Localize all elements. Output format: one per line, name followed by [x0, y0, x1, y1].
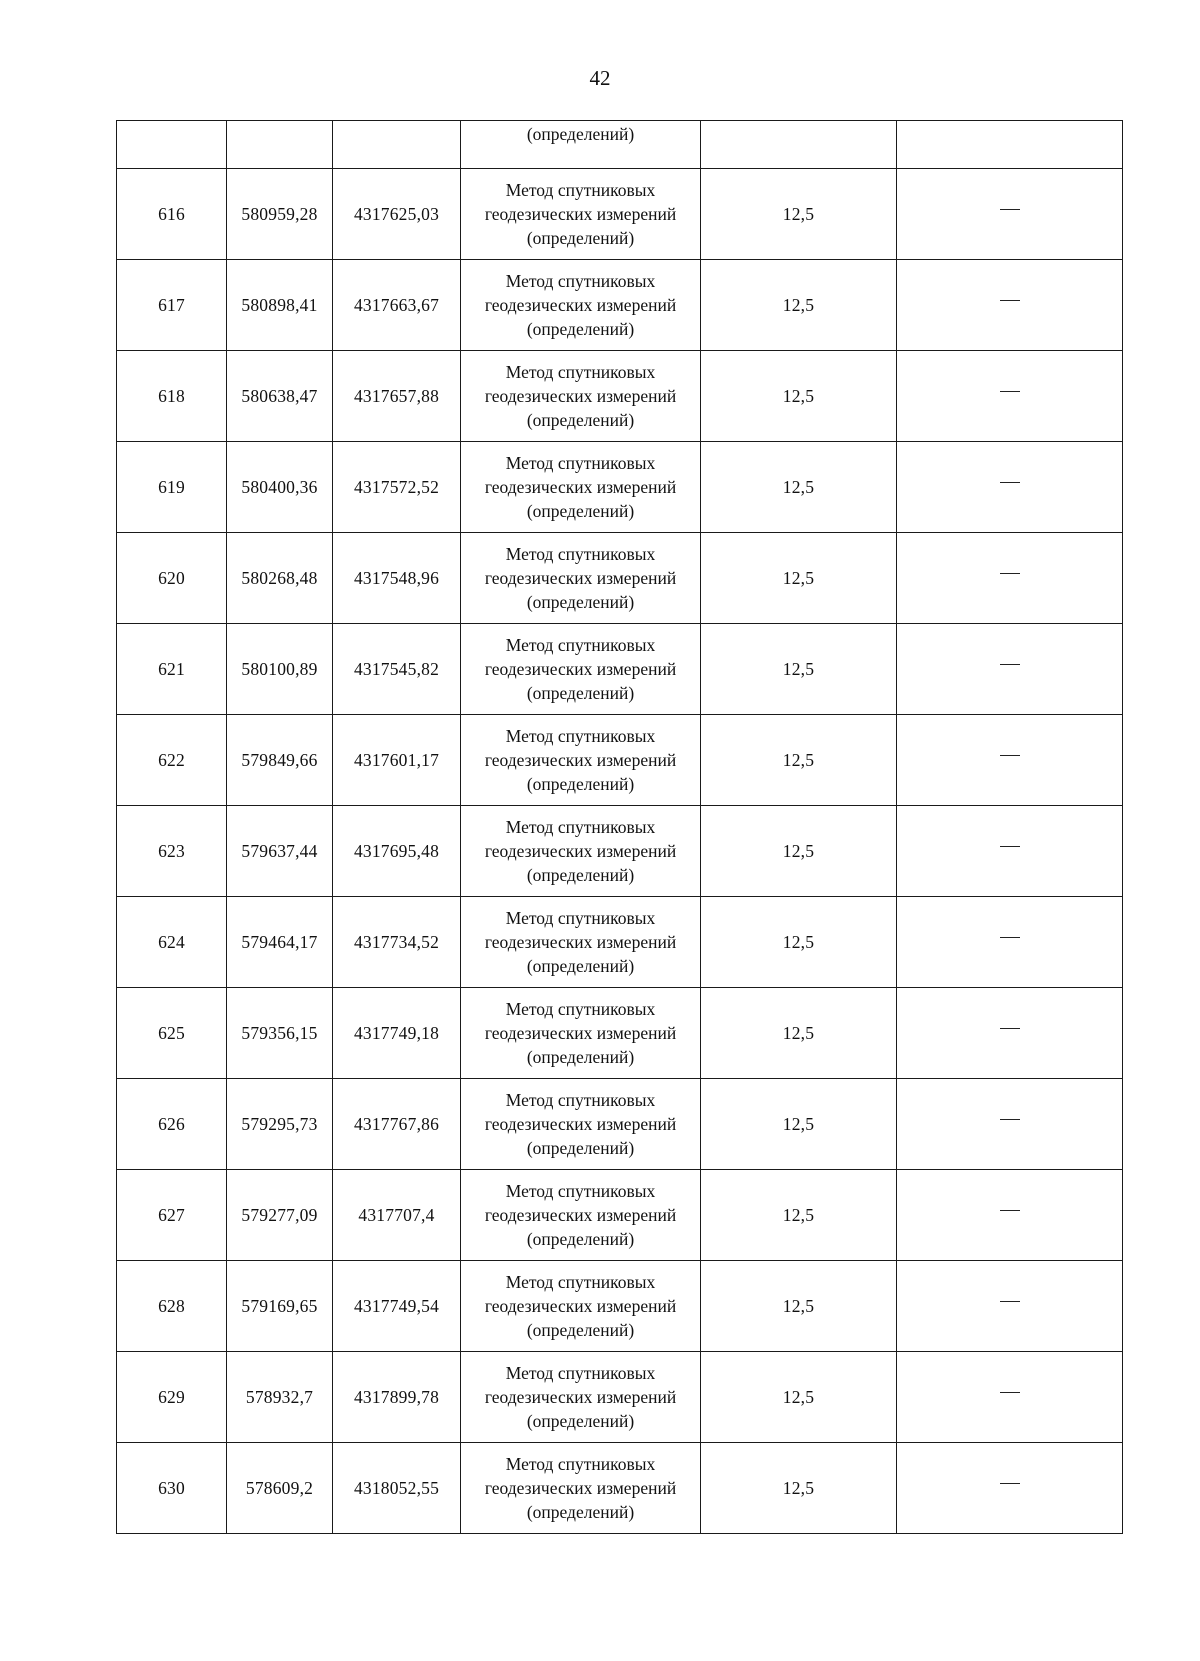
method-line: Метод спутниковых — [505, 271, 656, 291]
cell-accuracy: 12,5 — [701, 1443, 897, 1534]
cell-note — [897, 351, 1123, 442]
cell-note — [897, 121, 1123, 169]
dash-mark — [1000, 1483, 1020, 1484]
cell-method — [461, 1261, 701, 1352]
table-row — [117, 351, 1123, 442]
dash-mark — [1000, 482, 1020, 483]
cell-note — [897, 442, 1123, 533]
cell-x: 579169,65 — [227, 1261, 333, 1352]
cell-y — [333, 121, 461, 169]
cell-method — [461, 1443, 701, 1534]
method-line: геодезических измерений — [484, 750, 677, 770]
table-row — [117, 260, 1123, 351]
cell-y: 4317548,96 — [333, 533, 461, 624]
cell-x: 579849,66 — [227, 715, 333, 806]
cell-accuracy: 12,5 — [701, 533, 897, 624]
method-line: Метод спутниковых — [505, 544, 656, 564]
cell-y: 4317572,52 — [333, 442, 461, 533]
method-line: геодезических измерений — [484, 841, 677, 861]
dash-mark — [1000, 1392, 1020, 1393]
table-row — [117, 1079, 1123, 1170]
dash-mark — [1000, 300, 1020, 301]
method-line: (определений) — [526, 683, 635, 703]
dash-mark — [1000, 1210, 1020, 1211]
method-line: (определений) — [526, 592, 635, 612]
method-line: геодезических измерений — [484, 568, 677, 588]
cell-y: 4317625,03 — [333, 169, 461, 260]
cell-accuracy: 12,5 — [701, 1352, 897, 1443]
cell-method — [461, 260, 701, 351]
cell-point-number: 627 — [117, 1170, 227, 1261]
table-body — [117, 121, 1123, 1534]
cell-y: 4317749,18 — [333, 988, 461, 1079]
method-line: Метод спутниковых — [505, 1272, 656, 1292]
table-row — [117, 624, 1123, 715]
dash-mark — [1000, 1301, 1020, 1302]
cell-point-number: 622 — [117, 715, 227, 806]
cell-x: 579637,44 — [227, 806, 333, 897]
cell-point-number: 617 — [117, 260, 227, 351]
table-row — [117, 442, 1123, 533]
method-line: Метод спутниковых — [505, 635, 656, 655]
cell-x: 579277,09 — [227, 1170, 333, 1261]
cell-x: 578609,2 — [227, 1443, 333, 1534]
continuation-row — [117, 121, 1123, 169]
table-row — [117, 806, 1123, 897]
dash-mark — [1000, 664, 1020, 665]
cell-accuracy: 12,5 — [701, 1079, 897, 1170]
cell-y: 4317545,82 — [333, 624, 461, 715]
table-row — [117, 1443, 1123, 1534]
cell-x: 578932,7 — [227, 1352, 333, 1443]
method-line: (определений) — [526, 1502, 635, 1522]
method-line: Метод спутниковых — [505, 1454, 656, 1474]
method-line: Метод спутниковых — [505, 180, 656, 200]
cell-note — [897, 624, 1123, 715]
cell-accuracy: 12,5 — [701, 169, 897, 260]
dash-mark — [1000, 1119, 1020, 1120]
cell-method — [461, 1079, 701, 1170]
method-line: Метод спутниковых — [505, 726, 656, 746]
cell-method — [461, 806, 701, 897]
method-line: Метод спутниковых — [505, 1181, 656, 1201]
method-line: (определений) — [526, 501, 635, 521]
cell-point-number: 629 — [117, 1352, 227, 1443]
cell-accuracy: 12,5 — [701, 1261, 897, 1352]
cell-y: 4317707,4 — [333, 1170, 461, 1261]
method-line: (определений) — [526, 410, 635, 430]
cell-point-number — [117, 121, 227, 169]
table-row — [117, 1170, 1123, 1261]
cell-x: 580959,28 — [227, 169, 333, 260]
cell-point-number: 623 — [117, 806, 227, 897]
table-row — [117, 1261, 1123, 1352]
cell-note — [897, 1261, 1123, 1352]
cell-method — [461, 988, 701, 1079]
dash-mark — [1000, 755, 1020, 756]
cell-x: 580400,36 — [227, 442, 333, 533]
method-line: Метод спутниковых — [505, 1363, 656, 1383]
cell-point-number: 628 — [117, 1261, 227, 1352]
method-line: Метод спутниковых — [505, 1090, 656, 1110]
method-line: (определений) — [526, 865, 635, 885]
cell-x: 580100,89 — [227, 624, 333, 715]
cell-y: 4317734,52 — [333, 897, 461, 988]
method-line: геодезических измерений — [484, 386, 677, 406]
cell-note — [897, 897, 1123, 988]
cell-y: 4317601,17 — [333, 715, 461, 806]
cell-x: 580638,47 — [227, 351, 333, 442]
method-line: геодезических измерений — [484, 1205, 677, 1225]
cell-note — [897, 533, 1123, 624]
cell-note — [897, 1443, 1123, 1534]
cell-accuracy: 12,5 — [701, 806, 897, 897]
method-line: (определений) — [526, 1320, 635, 1340]
cell-method — [461, 624, 701, 715]
method-line: (определений) — [526, 956, 635, 976]
cell-accuracy: 12,5 — [701, 351, 897, 442]
table-row — [117, 897, 1123, 988]
cell-note — [897, 806, 1123, 897]
cell-accuracy: 12,5 — [701, 260, 897, 351]
method-line: геодезических измерений — [484, 1114, 677, 1134]
cell-note — [897, 1170, 1123, 1261]
cell-point-number: 621 — [117, 624, 227, 715]
method-line: геодезических измерений — [484, 204, 677, 224]
cell-y: 4318052,55 — [333, 1443, 461, 1534]
cell-y: 4317657,88 — [333, 351, 461, 442]
method-line: (определений) — [526, 1411, 635, 1431]
cell-accuracy — [701, 121, 897, 169]
cell-accuracy: 12,5 — [701, 897, 897, 988]
cell-accuracy: 12,5 — [701, 715, 897, 806]
method-line: (определений) — [526, 774, 635, 794]
cell-note — [897, 1352, 1123, 1443]
cell-method — [461, 351, 701, 442]
cell-note — [897, 169, 1123, 260]
cell-y: 4317749,54 — [333, 1261, 461, 1352]
cell-y: 4317899,78 — [333, 1352, 461, 1443]
cell-y: 4317767,86 — [333, 1079, 461, 1170]
method-line: геодезических измерений — [484, 295, 677, 315]
method-line: (определений) — [526, 319, 635, 339]
cell-y: 4317663,67 — [333, 260, 461, 351]
cell-note — [897, 715, 1123, 806]
cell-method: (определений) — [461, 121, 701, 169]
cell-point-number: 626 — [117, 1079, 227, 1170]
cell-x — [227, 121, 333, 169]
method-line: геодезических измерений — [484, 1023, 677, 1043]
cell-y: 4317695,48 — [333, 806, 461, 897]
cell-method — [461, 169, 701, 260]
dash-mark — [1000, 846, 1020, 847]
dash-mark — [1000, 391, 1020, 392]
table-row — [117, 169, 1123, 260]
cell-accuracy: 12,5 — [701, 1170, 897, 1261]
method-line: Метод спутниковых — [505, 362, 656, 382]
dash-mark — [1000, 209, 1020, 210]
cell-point-number: 620 — [117, 533, 227, 624]
coordinates-table — [116, 120, 1123, 1534]
cell-point-number: 630 — [117, 1443, 227, 1534]
cell-point-number: 619 — [117, 442, 227, 533]
cell-accuracy: 12,5 — [701, 624, 897, 715]
method-line: (определений) — [526, 1138, 635, 1158]
cell-x: 580898,41 — [227, 260, 333, 351]
table-row — [117, 1352, 1123, 1443]
cell-note — [897, 260, 1123, 351]
method-line: геодезических измерений — [484, 932, 677, 952]
cell-point-number: 616 — [117, 169, 227, 260]
cell-point-number: 618 — [117, 351, 227, 442]
method-line: Метод спутниковых — [505, 817, 656, 837]
dash-mark — [1000, 573, 1020, 574]
method-line: геодезических измерений — [484, 1296, 677, 1316]
cell-x: 579464,17 — [227, 897, 333, 988]
cell-note — [897, 988, 1123, 1079]
table-row — [117, 988, 1123, 1079]
method-line: Метод спутниковых — [505, 453, 656, 473]
method-line: геодезических измерений — [484, 477, 677, 497]
cell-x: 579295,73 — [227, 1079, 333, 1170]
cell-accuracy: 12,5 — [701, 442, 897, 533]
method-line: геодезических измерений — [484, 1387, 677, 1407]
cell-method — [461, 533, 701, 624]
cell-method — [461, 1170, 701, 1261]
cell-x: 579356,15 — [227, 988, 333, 1079]
cell-method — [461, 1352, 701, 1443]
cell-method — [461, 715, 701, 806]
table-row — [117, 533, 1123, 624]
page-number: 42 — [589, 66, 611, 90]
cell-point-number: 625 — [117, 988, 227, 1079]
cell-method — [461, 897, 701, 988]
dash-mark — [1000, 1028, 1020, 1029]
method-line: (определений) — [526, 228, 635, 248]
method-line: Метод спутниковых — [505, 908, 656, 928]
cell-note — [897, 1079, 1123, 1170]
cell-accuracy: 12,5 — [701, 988, 897, 1079]
method-line: геодезических измерений — [484, 1478, 677, 1498]
cell-method — [461, 442, 701, 533]
method-line: (определений) — [526, 1229, 635, 1249]
cell-point-number: 624 — [117, 897, 227, 988]
method-line: Метод спутниковых — [505, 999, 656, 1019]
table-row — [117, 715, 1123, 806]
dash-mark — [1000, 937, 1020, 938]
method-line: (определений) — [526, 1047, 635, 1067]
cell-x: 580268,48 — [227, 533, 333, 624]
method-line: геодезических измерений — [484, 659, 677, 679]
